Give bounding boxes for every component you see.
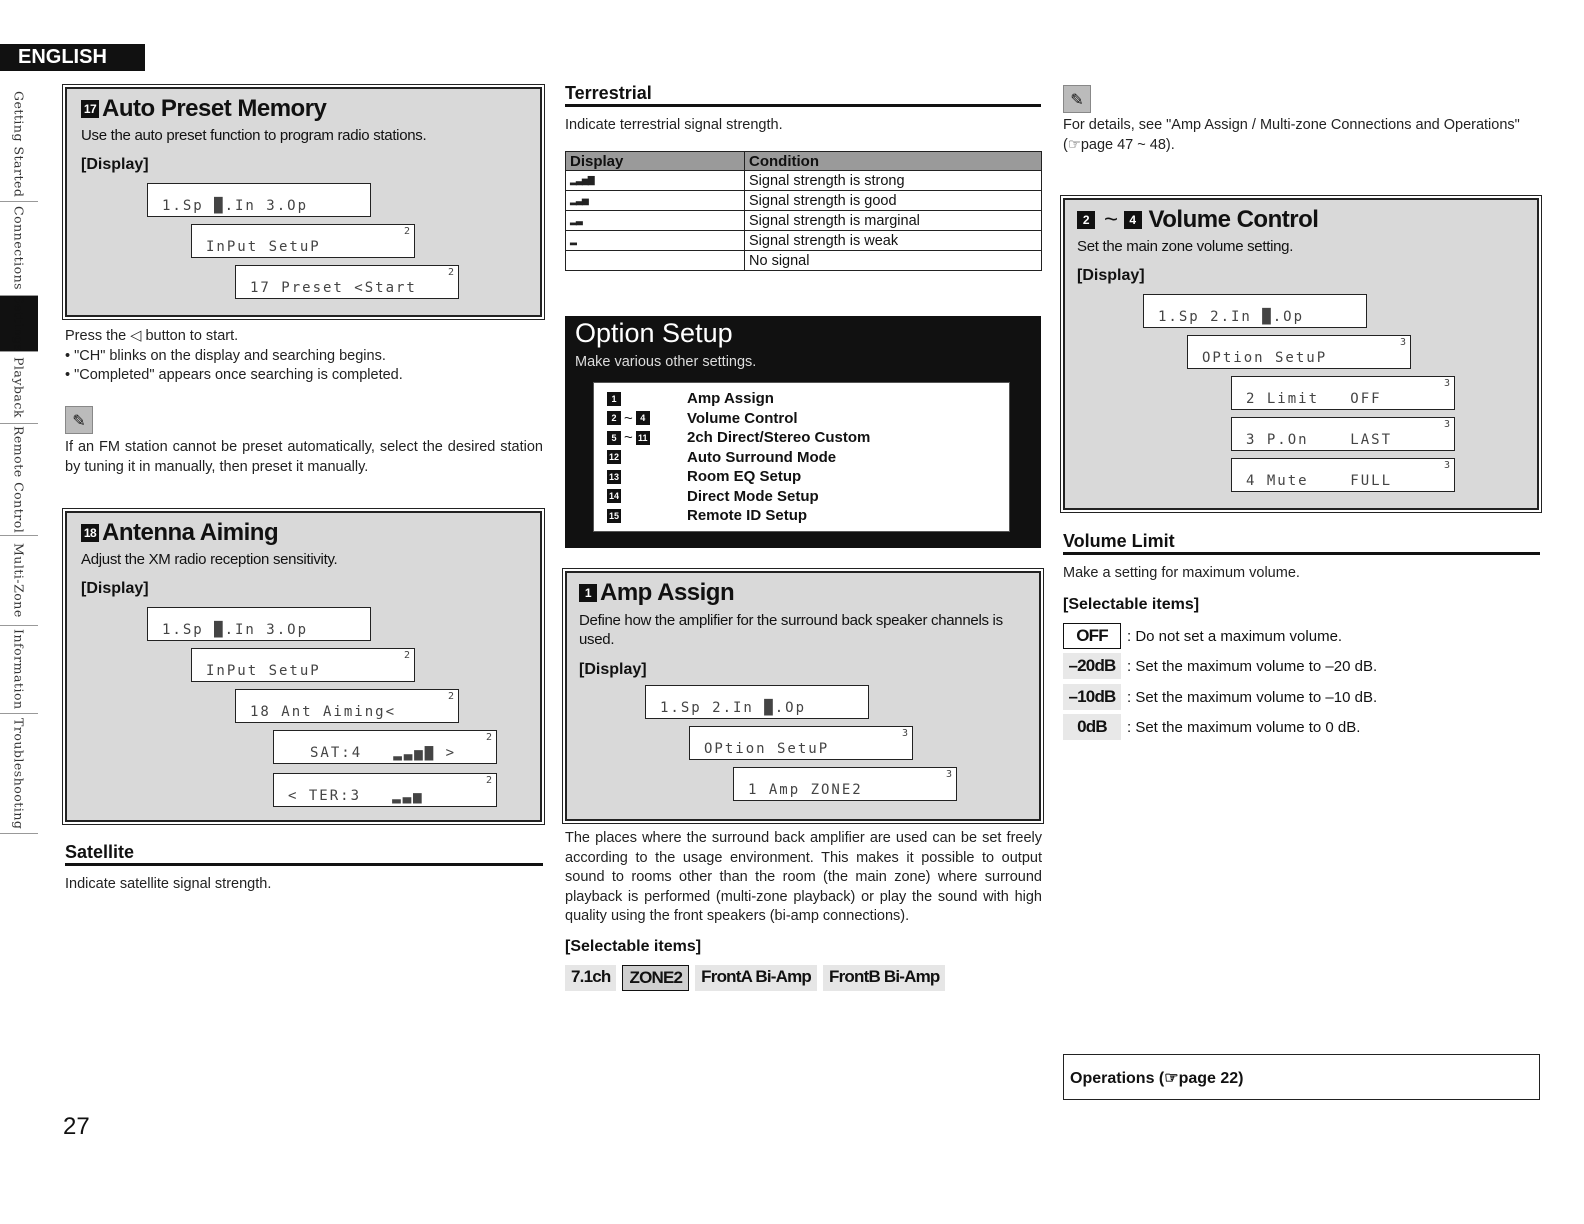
item-label: Remote ID Setup: [687, 507, 808, 525]
list-item[interactable]: [607, 506, 996, 526]
volume-limit-option[interactable]: [1063, 653, 1377, 679]
lcd-line-2: [689, 726, 913, 760]
satellite-heading: Satellite: [65, 842, 543, 866]
item-number: [607, 450, 687, 464]
option-setup-box: [565, 316, 1041, 548]
number-badge: 14: [608, 491, 619, 502]
item-label: Room EQ Setup: [687, 468, 802, 486]
sidebar-label: Connections: [11, 206, 27, 291]
volume-control-box: [1063, 198, 1539, 510]
lcd-superscript: 2: [447, 267, 454, 278]
list-item[interactable]: [607, 448, 996, 468]
table-row: [566, 191, 1042, 211]
terrestrial-heading: Terrestrial: [565, 83, 1041, 107]
volume-limit-desc: Make a setting for maximum volume.: [1063, 565, 1300, 581]
sidebar-item-troubleshooting[interactable]: [0, 714, 38, 834]
press-text: Press the ◁ button to start.: [65, 328, 239, 344]
lcd-line-4: [1231, 417, 1455, 451]
column-header-display: Display: [566, 152, 745, 171]
auto-preset-desc: Use the auto preset function to program radio stations.: [81, 127, 427, 144]
table-row: [566, 231, 1042, 251]
signal-bars: [566, 251, 745, 271]
pencil-icon: ✎: [1063, 85, 1091, 113]
condition-cell: No signal: [745, 251, 1042, 271]
fm-note: If an FM station cannot be preset automatically, select the desired station by tuning it in manually, then preset it manually.: [65, 439, 543, 475]
item-number: [607, 489, 687, 503]
condition-cell: Signal strength is good: [745, 191, 1042, 211]
volume-limit-option[interactable]: [1063, 684, 1377, 710]
press-instructions: [65, 327, 543, 386]
range-separator: ~: [1104, 206, 1118, 233]
range-separator: ~: [624, 409, 633, 427]
lcd-line-3: [235, 689, 459, 723]
auto-preset-title: [81, 95, 526, 123]
title-text: Volume Control: [1148, 206, 1319, 233]
sidebar-label: Remote Control: [11, 425, 27, 534]
lcd-text: 4 Mute FULL: [1246, 473, 1393, 489]
auto-preset-box: [65, 87, 542, 317]
antenna-aiming-title: [81, 519, 526, 547]
option-chip[interactable]: FrontB Bi-Amp: [823, 965, 945, 991]
option-key: –10dB: [1063, 684, 1121, 710]
table-row: [566, 211, 1042, 231]
volume-limit-option[interactable]: [1063, 623, 1342, 649]
lcd-line-5: [273, 773, 497, 807]
lcd-superscript: 3: [1443, 460, 1450, 471]
list-item[interactable]: [607, 428, 996, 448]
table-row: [566, 251, 1042, 271]
display-label: [Display]: [81, 156, 149, 173]
amp-assign-title: [579, 579, 1027, 607]
lcd-text: OPtion SetuP: [1202, 350, 1328, 366]
option-key: 0dB: [1063, 714, 1121, 740]
lcd-text: OPtion SetuP: [704, 741, 830, 757]
condition-cell: Signal strength is weak: [745, 231, 1042, 251]
condition-cell: Signal strength is marginal: [745, 211, 1042, 231]
item-label: Auto Surround Mode: [687, 448, 837, 466]
option-setup-list: [594, 383, 1009, 531]
step-number-badge: 17: [81, 100, 99, 118]
lcd-line-1: 1.Sp █.In 3.Op: [147, 607, 371, 641]
bullet-item: • "Completed" appears once searching is completed.: [65, 367, 403, 383]
table-row: [566, 171, 1042, 191]
sidebar-label: Information: [11, 629, 27, 710]
item-label: Volume Control: [687, 409, 798, 427]
amp-assign-desc: Define how the amplifier for the surround back speaker channels is used.: [579, 612, 1003, 648]
option-chip[interactable]: 7.1ch: [565, 965, 616, 991]
lcd-line-3: [1231, 376, 1455, 410]
lcd-superscript: 2: [485, 775, 492, 786]
list-item[interactable]: [607, 467, 996, 487]
sidebar-label: Getting Started: [11, 91, 27, 198]
option-text: : Set the maximum volume to –20 dB.: [1127, 657, 1378, 675]
condition-cell: Signal strength is strong: [745, 171, 1042, 191]
display-label: [Display]: [579, 661, 647, 678]
volume-limit-heading: Volume Limit: [1063, 531, 1540, 555]
item-label: Direct Mode Setup: [687, 487, 819, 505]
amp-assign-box: [565, 571, 1041, 821]
option-key: OFF: [1063, 623, 1121, 649]
display-label: [Display]: [81, 580, 149, 597]
option-text: : Do not set a maximum volume.: [1127, 627, 1343, 645]
option-text: : Set the maximum volume to 0 dB.: [1127, 718, 1361, 736]
lcd-line-2: [191, 224, 415, 258]
lcd-line-1: 1.Sp 2.In █.Op: [645, 685, 869, 719]
step-number-badge: 4: [1124, 211, 1142, 229]
table-header-row: [566, 152, 1042, 171]
option-key: –20dB: [1063, 653, 1121, 679]
lcd-superscript: 2: [403, 226, 410, 237]
step-number-badge: 18: [81, 524, 99, 542]
number-badge: 11: [636, 431, 650, 445]
sidebar-item-settings[interactable]: [0, 296, 38, 352]
signal-strength-table: [565, 151, 1042, 271]
item-number: [607, 410, 687, 427]
number-badge: 15: [608, 510, 619, 521]
amp-assign-body: The places where the surround back amplifier are used can be set freely according to the usage environment. This makes it possible to output sound to rooms other than the room (the main zone) where surround playback is performed (multi-zone playback) or play the sound with high quality using the front speakers (bi-amp connections).: [565, 830, 1042, 924]
lcd-text: InPut SetuP: [206, 239, 321, 255]
list-item[interactable]: [607, 409, 996, 429]
signal-bars: ▂▃: [566, 211, 745, 231]
column-header-condition: Condition: [745, 152, 1042, 171]
amp-assign-options: [565, 965, 945, 991]
sidebar-label: Playback: [11, 357, 27, 418]
sidebar-label: Multi-Zone: [11, 543, 27, 618]
lcd-superscript: 3: [1443, 419, 1450, 430]
signal-bars: ▂▃▅▇: [566, 171, 745, 191]
step-number-badge: 1: [579, 584, 597, 602]
operations-link[interactable]: Operations (☞page 22): [1063, 1054, 1540, 1100]
item-number: [607, 509, 687, 523]
sidebar-item-multi-zone[interactable]: [0, 536, 38, 626]
volume-control-desc: Set the main zone volume setting.: [1077, 238, 1294, 255]
lcd-superscript: 2: [447, 691, 454, 702]
item-label: 2ch Direct/Stereo Custom: [687, 429, 871, 447]
lcd-text: InPut SetuP: [206, 663, 321, 679]
satellite-desc: Indicate satellite signal strength.: [65, 876, 272, 892]
lcd-superscript: 3: [1399, 337, 1406, 348]
lcd-superscript: 2: [403, 650, 410, 661]
antenna-desc: Adjust the XM radio reception sensitivity.: [81, 551, 338, 568]
lcd-text: < TER:3 ▂▃▅: [288, 788, 424, 804]
antenna-aiming-box: [65, 511, 542, 822]
option-text: : Set the maximum volume to –10 dB.: [1127, 688, 1378, 706]
list-item[interactable]: [607, 389, 996, 409]
lcd-line-1: 1.Sp █.In 3.Op: [147, 183, 371, 217]
lcd-line-5: [1231, 458, 1455, 492]
item-number: [607, 392, 687, 406]
lcd-line-2: [191, 648, 415, 682]
signal-bars: ▂: [566, 231, 745, 251]
item-number: [607, 470, 687, 484]
sidebar-label: Settings: [11, 295, 27, 352]
sidebar-item-connections[interactable]: [0, 202, 38, 296]
title-text: Antenna Aiming: [102, 519, 279, 546]
number-badge: 5: [607, 431, 621, 445]
lcd-text: 3 P.On LAST: [1246, 432, 1393, 448]
lcd-text: 2 Limit OFF: [1246, 391, 1382, 407]
sidebar-item-getting-started[interactable]: [0, 88, 38, 202]
signal-bars: ▂▃▅: [566, 191, 745, 211]
title-text: Amp Assign: [600, 579, 735, 606]
lcd-text: 1 Amp ZONE2: [748, 782, 863, 798]
lcd-superscript: 3: [1443, 378, 1450, 389]
lcd-line-3: [733, 767, 957, 801]
lcd-line-4: [273, 730, 497, 764]
page-number: 27: [63, 1113, 90, 1140]
number-badge: 1: [607, 392, 621, 406]
volume-limit-option[interactable]: [1063, 714, 1360, 740]
selectable-items-label: [Selectable items]: [1063, 596, 1200, 613]
item-number: [607, 429, 687, 446]
lcd-text: SAT:4 ▂▃▅▇ >: [310, 745, 457, 761]
list-item[interactable]: [607, 487, 996, 507]
lcd-text: 18 Ant Aiming<: [250, 704, 397, 720]
display-label: [Display]: [1077, 267, 1145, 284]
number-badge: 4: [636, 411, 650, 425]
sidebar-item-remote-control[interactable]: [0, 424, 38, 536]
option-setup-title: Option Setup: [575, 318, 733, 348]
lcd-line-1: 1.Sp 2.In █.Op: [1143, 294, 1367, 328]
sidebar-label: Troubleshooting: [11, 717, 27, 830]
option-chip-selected[interactable]: ZONE2: [622, 965, 689, 991]
option-chip[interactable]: FrontA Bi-Amp: [695, 965, 817, 991]
lcd-line-3: [235, 265, 459, 299]
sidebar-item-playback[interactable]: [0, 352, 38, 424]
sidebar-item-information[interactable]: [0, 626, 38, 714]
lcd-superscript: 3: [945, 769, 952, 780]
bullet-item: • "CH" blinks on the display and searching begins.: [65, 347, 386, 364]
lcd-line-2: [1187, 335, 1411, 369]
range-separator: ~: [624, 429, 633, 447]
option-setup-desc: Make various other settings.: [575, 354, 757, 370]
volume-control-title: [1077, 206, 1525, 234]
terrestrial-desc: Indicate terrestrial signal strength.: [565, 117, 783, 133]
lcd-text: 17 Preset <Start: [250, 280, 417, 296]
number-badge: 12: [608, 452, 619, 463]
number-badge: 13: [608, 471, 619, 482]
step-number-badge: 2: [1077, 211, 1095, 229]
number-badge: 2: [607, 411, 621, 425]
language-tab[interactable]: ENGLISH: [0, 44, 145, 71]
pencil-icon: ✎: [65, 406, 93, 434]
lcd-superscript: 3: [901, 728, 908, 739]
item-label: Amp Assign: [687, 390, 774, 408]
lcd-superscript: 2: [485, 732, 492, 743]
details-note: For details, see "Amp Assign / Multi-zone Connections and Operations" (☞page 47 ~ 48).: [1063, 117, 1520, 153]
selectable-items-label: [Selectable items]: [565, 938, 702, 955]
title-text: Auto Preset Memory: [102, 95, 327, 122]
